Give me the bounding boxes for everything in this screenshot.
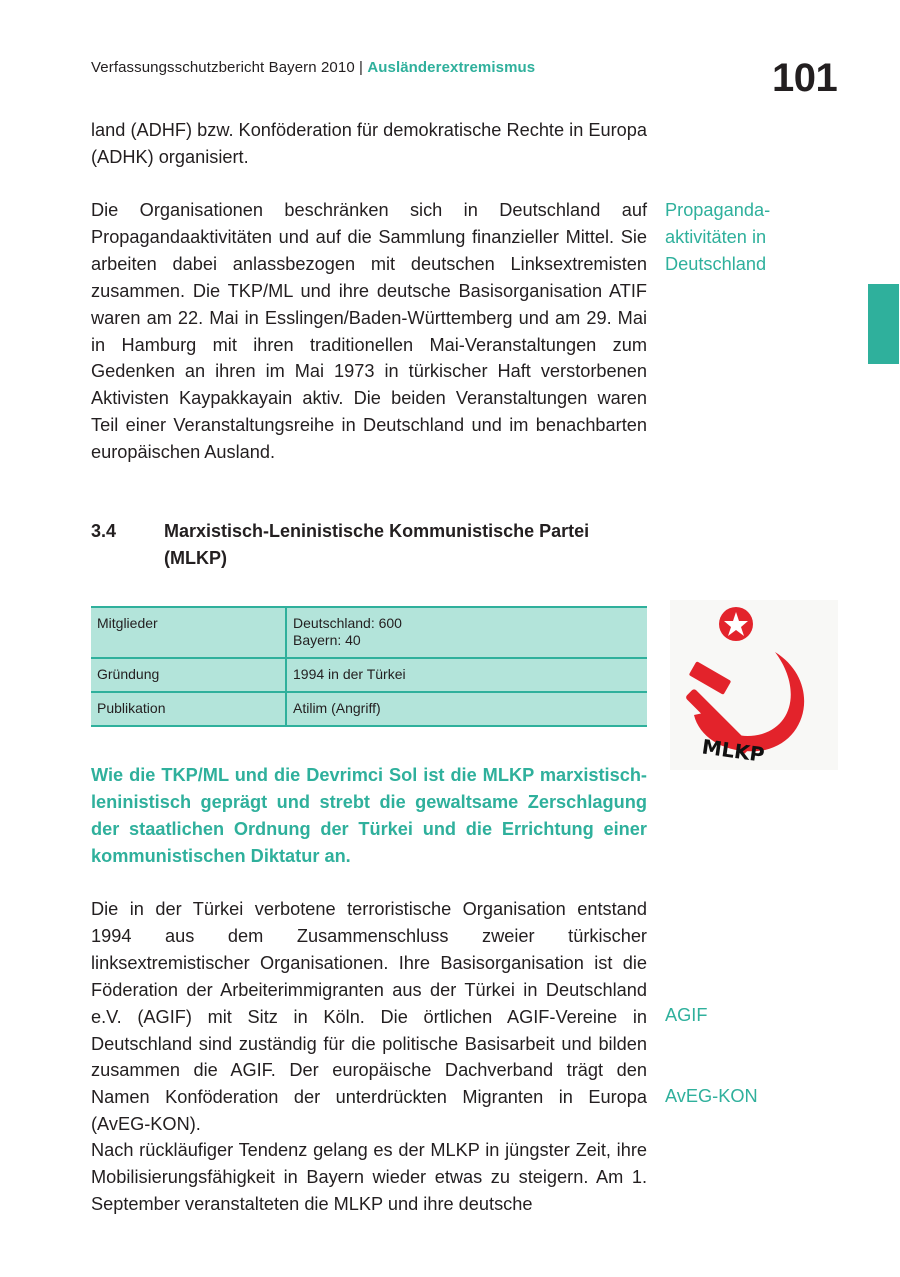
table-key: Gründung bbox=[91, 658, 286, 692]
chapter-thumb-tab bbox=[868, 284, 899, 364]
value-line: Bayern: 40 bbox=[293, 632, 361, 648]
table-row bbox=[91, 607, 647, 658]
section-title: Ausländerextremismus bbox=[367, 59, 536, 76]
table-value: Atilim (Angriff) bbox=[286, 692, 647, 726]
table-value: 1994 in der Türkei bbox=[286, 658, 647, 692]
mlkp-logo bbox=[670, 600, 838, 770]
page-number: 101 bbox=[772, 56, 838, 100]
table-key: Publikation bbox=[91, 692, 286, 726]
paragraph-mobilization: Nach rückläufiger Tendenz gelang es der MLKP in jüngster Zeit, ihre Mobilisierungsfähigkeit in Bayern wieder etwas zu steigern. Am 1. September veranstalteten die MLKP und ihre deutsche bbox=[91, 1140, 647, 1214]
paragraph-origin: Die in der Türkei verbotene terroristische Organisation entstand 1994 aus dem Zusammenschluss zweier türkischer linksextremistischer Organisationen. Ihre Basisorganisation ist die Föderation der Arbeiterimmigranten aus der Türkei in Deutschland e.V. (AGIF) mit Sitz in Köln. Die örtlichen AGIF-Vereine in Deutschland sind zuständig für die politische Basisarbeit und bilden zusammen die AGIF. Der europäische Dachverband trägt den Namen Konföderation der unterdrückten Migranten in Europa (AvEG-KON). bbox=[91, 899, 647, 1135]
running-head bbox=[91, 59, 535, 76]
separator: | bbox=[354, 59, 368, 76]
margin-note-aveg-kon: AvEG-KON bbox=[665, 1086, 758, 1106]
table-key: Mitglieder bbox=[91, 607, 286, 658]
table-row bbox=[91, 692, 647, 726]
section-number: 3.4 bbox=[91, 521, 117, 541]
section-title-mlkp: Marxistisch-Leninistische Kommunistische Partei (MLKP) bbox=[164, 521, 590, 568]
lead-paragraph: Wie die TKP/ML und die Devrimci Sol ist die MLKP marxistisch-leninistisch geprägt und strebt die gewaltsame Zerschlagung der staatlichen Ordnung der Türkei und die Errichtung einer kommunistischen Diktatur an. bbox=[91, 765, 647, 866]
table-value bbox=[286, 607, 647, 658]
publication-title: Verfassungsschutzbericht Bayern 2010 bbox=[91, 59, 355, 76]
margin-note-propaganda: Propaganda-aktivitäten in Deutschland bbox=[665, 200, 771, 274]
logo-text: MLKP bbox=[700, 734, 766, 767]
table-row bbox=[91, 658, 647, 692]
value-line: Deutschland: 600 bbox=[293, 615, 402, 631]
margin-note-agif: AGIF bbox=[665, 1005, 708, 1025]
paragraph-continuation: land (ADHF) bzw. Konföderation für demokratische Rechte in Europa (ADHK) organisiert. bbox=[91, 120, 648, 167]
hammer-and-sickle-star-icon bbox=[670, 600, 838, 770]
fact-table bbox=[91, 606, 647, 727]
paragraph-propaganda: Die Organisationen beschränken sich in Deutschland auf Propagandaaktivitäten und auf die Sammlung finanzieller Mittel. Sie arbeiten dabei anlassbezogen mit deutschen Linksextremisten zusammen. Die TKP/ML und ihre deutsche Basisorganisation ATIF waren am 22. Mai in Esslingen/Baden-Württemberg und am 29. Mai in Hamburg mit ihren traditionellen Mai-Veranstaltungen zum Gedenken an ihren im Mai 1973 in türkischer Haft verstorbenen Aktivisten Kaypakkayain aktiv. Die beiden Veranstaltungen waren Teil einer Veranstaltungsreihe in Deutschland und im benachbarten europäischen Ausland. bbox=[91, 200, 647, 463]
